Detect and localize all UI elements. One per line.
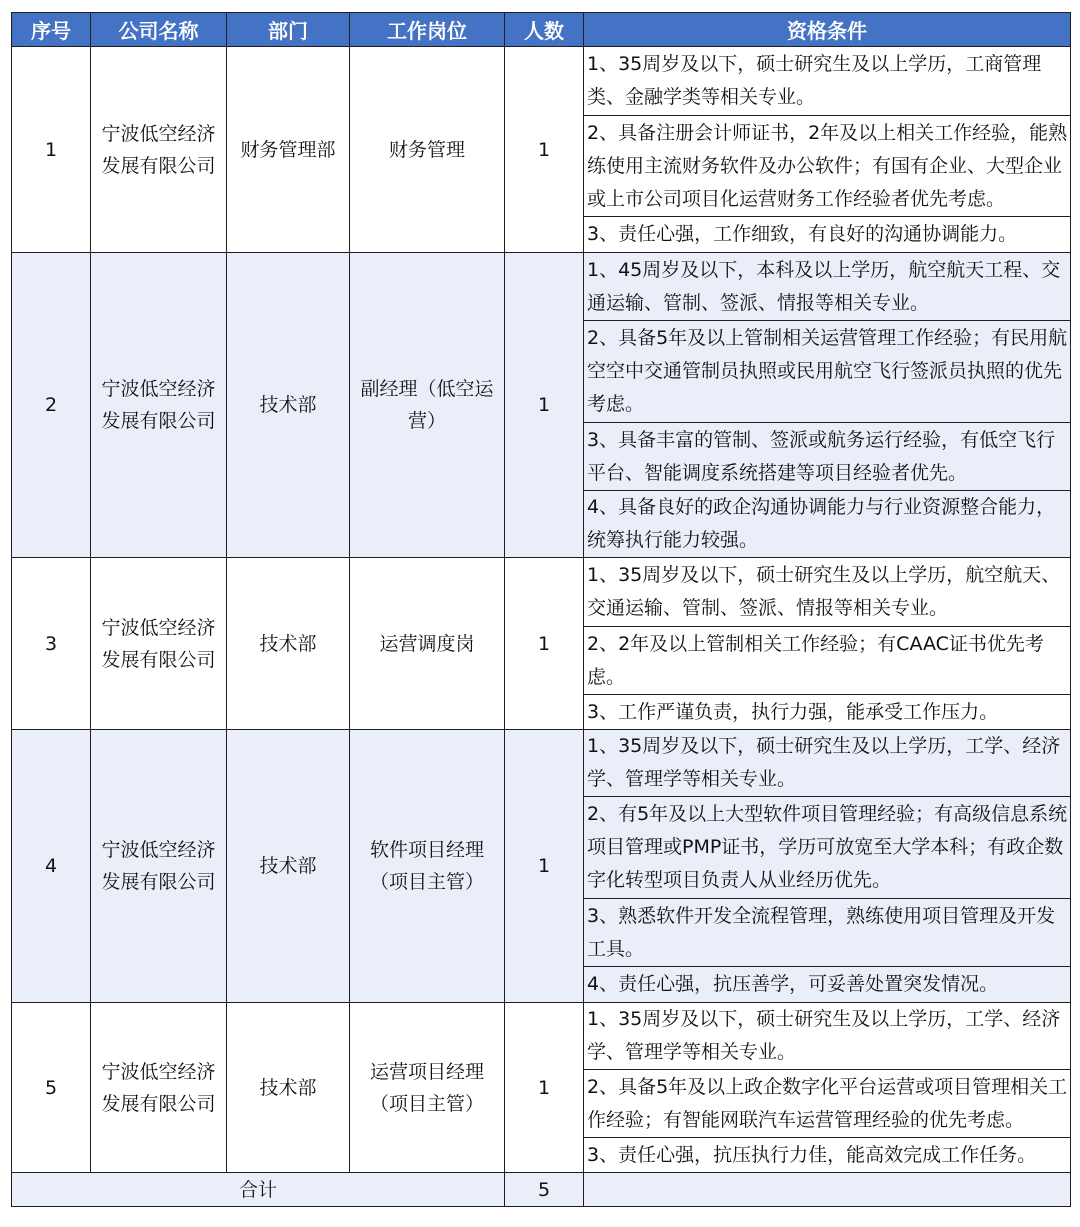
job-count: 1	[505, 47, 584, 253]
total-row	[12, 1173, 1071, 1207]
header-company: 公司名称	[91, 13, 227, 47]
requirement-item: 3、具备丰富的管制、签派或航务运行经验，有低空飞行平台、智能调度系统搭建等项目经验者优先。	[584, 423, 1071, 491]
job-dept: 技术部	[227, 558, 350, 730]
requirement-item: 3、责任心强，抗压执行力佳，能高效完成工作任务。	[584, 1138, 1071, 1173]
header-count: 人数	[505, 13, 584, 47]
job-dept: 技术部	[227, 1003, 350, 1173]
table-row	[12, 558, 1071, 627]
job-count: 1	[505, 730, 584, 1003]
header-requirements: 资格条件	[584, 13, 1071, 47]
job-no: 2	[12, 253, 91, 558]
header-no: 序号	[12, 13, 91, 47]
job-count: 1	[505, 1003, 584, 1173]
total-count: 5	[505, 1173, 584, 1207]
table-row	[12, 253, 1071, 321]
recruitment-table	[11, 12, 1071, 1207]
requirement-item: 2、具备5年及以上管制相关运营管理工作经验；有民用航空空中交通管制员执照或民用航空飞行签派员执照的优先考虑。	[584, 321, 1071, 423]
job-company: 宁波低空经济发展有限公司	[91, 253, 227, 558]
requirement-item: 4、责任心强，抗压善学，可妥善处置突发情况。	[584, 967, 1071, 1003]
requirement-item: 2、有5年及以上大型软件项目管理经验；有高级信息系统项目管理或PMP证书，学历可放宽至大学本科；有政企数字化转型项目负责人从业经历优先。	[584, 797, 1071, 899]
job-dept: 财务管理部	[227, 47, 350, 253]
requirement-item: 1、35周岁及以下，硕士研究生及以上学历，工商管理类、金融学类等相关专业。	[584, 47, 1071, 116]
job-company: 宁波低空经济发展有限公司	[91, 730, 227, 1003]
job-no: 4	[12, 730, 91, 1003]
total-empty-cell	[584, 1173, 1071, 1207]
requirement-item: 3、责任心强，工作细致，有良好的沟通协调能力。	[584, 217, 1071, 253]
header-post: 工作岗位	[350, 13, 505, 47]
job-company: 宁波低空经济发展有限公司	[91, 558, 227, 730]
header-row	[12, 13, 1071, 47]
table-row	[12, 47, 1071, 116]
requirement-item: 3、工作严谨负责，执行力强，能承受工作压力。	[584, 695, 1071, 730]
job-post: 运营调度岗	[350, 558, 505, 730]
table-row	[12, 1003, 1071, 1070]
job-count: 1	[505, 253, 584, 558]
job-no: 3	[12, 558, 91, 730]
job-no: 1	[12, 47, 91, 253]
requirement-item: 1、35周岁及以下，硕士研究生及以上学历，航空航天、交通运输、管制、签派、情报等相关专业。	[584, 558, 1071, 627]
job-dept: 技术部	[227, 730, 350, 1003]
header-dept: 部门	[227, 13, 350, 47]
job-count: 1	[505, 558, 584, 730]
requirement-item: 1、35周岁及以下，硕士研究生及以上学历，工学、经济学、管理学等相关专业。	[584, 730, 1071, 797]
requirement-item: 4、具备良好的政企沟通协调能力与行业资源整合能力，统筹执行能力较强。	[584, 491, 1071, 558]
job-company: 宁波低空经济发展有限公司	[91, 47, 227, 253]
table-row	[12, 730, 1071, 797]
job-post: 财务管理	[350, 47, 505, 253]
requirement-item: 2、具备5年及以上政企数字化平台运营或项目管理相关工作经验；有智能网联汽车运营管理经验的优先考虑。	[584, 1070, 1071, 1138]
job-post: 副经理（低空运营）	[350, 253, 505, 558]
requirement-item: 3、熟悉软件开发全流程管理，熟练使用项目管理及开发工具。	[584, 899, 1071, 967]
job-dept: 技术部	[227, 253, 350, 558]
requirement-item: 1、35周岁及以下，硕士研究生及以上学历，工学、经济学、管理学等相关专业。	[584, 1003, 1071, 1070]
job-post: 运营项目经理（项目主管）	[350, 1003, 505, 1173]
requirement-item: 1、45周岁及以下，本科及以上学历，航空航天工程、交通运输、管制、签派、情报等相关专业。	[584, 253, 1071, 321]
requirement-item: 2、具备注册会计师证书，2年及以上相关工作经验，能熟练使用主流财务软件及办公软件；有国有企业、大型企业或上市公司项目化运营财务工作经验者优先考虑。	[584, 116, 1071, 217]
requirement-item: 2、2年及以上管制相关工作经验；有CAAC证书优先考虑。	[584, 627, 1071, 695]
job-no: 5	[12, 1003, 91, 1173]
job-company: 宁波低空经济发展有限公司	[91, 1003, 227, 1173]
total-label: 合计	[12, 1173, 505, 1207]
job-post: 软件项目经理（项目主管）	[350, 730, 505, 1003]
